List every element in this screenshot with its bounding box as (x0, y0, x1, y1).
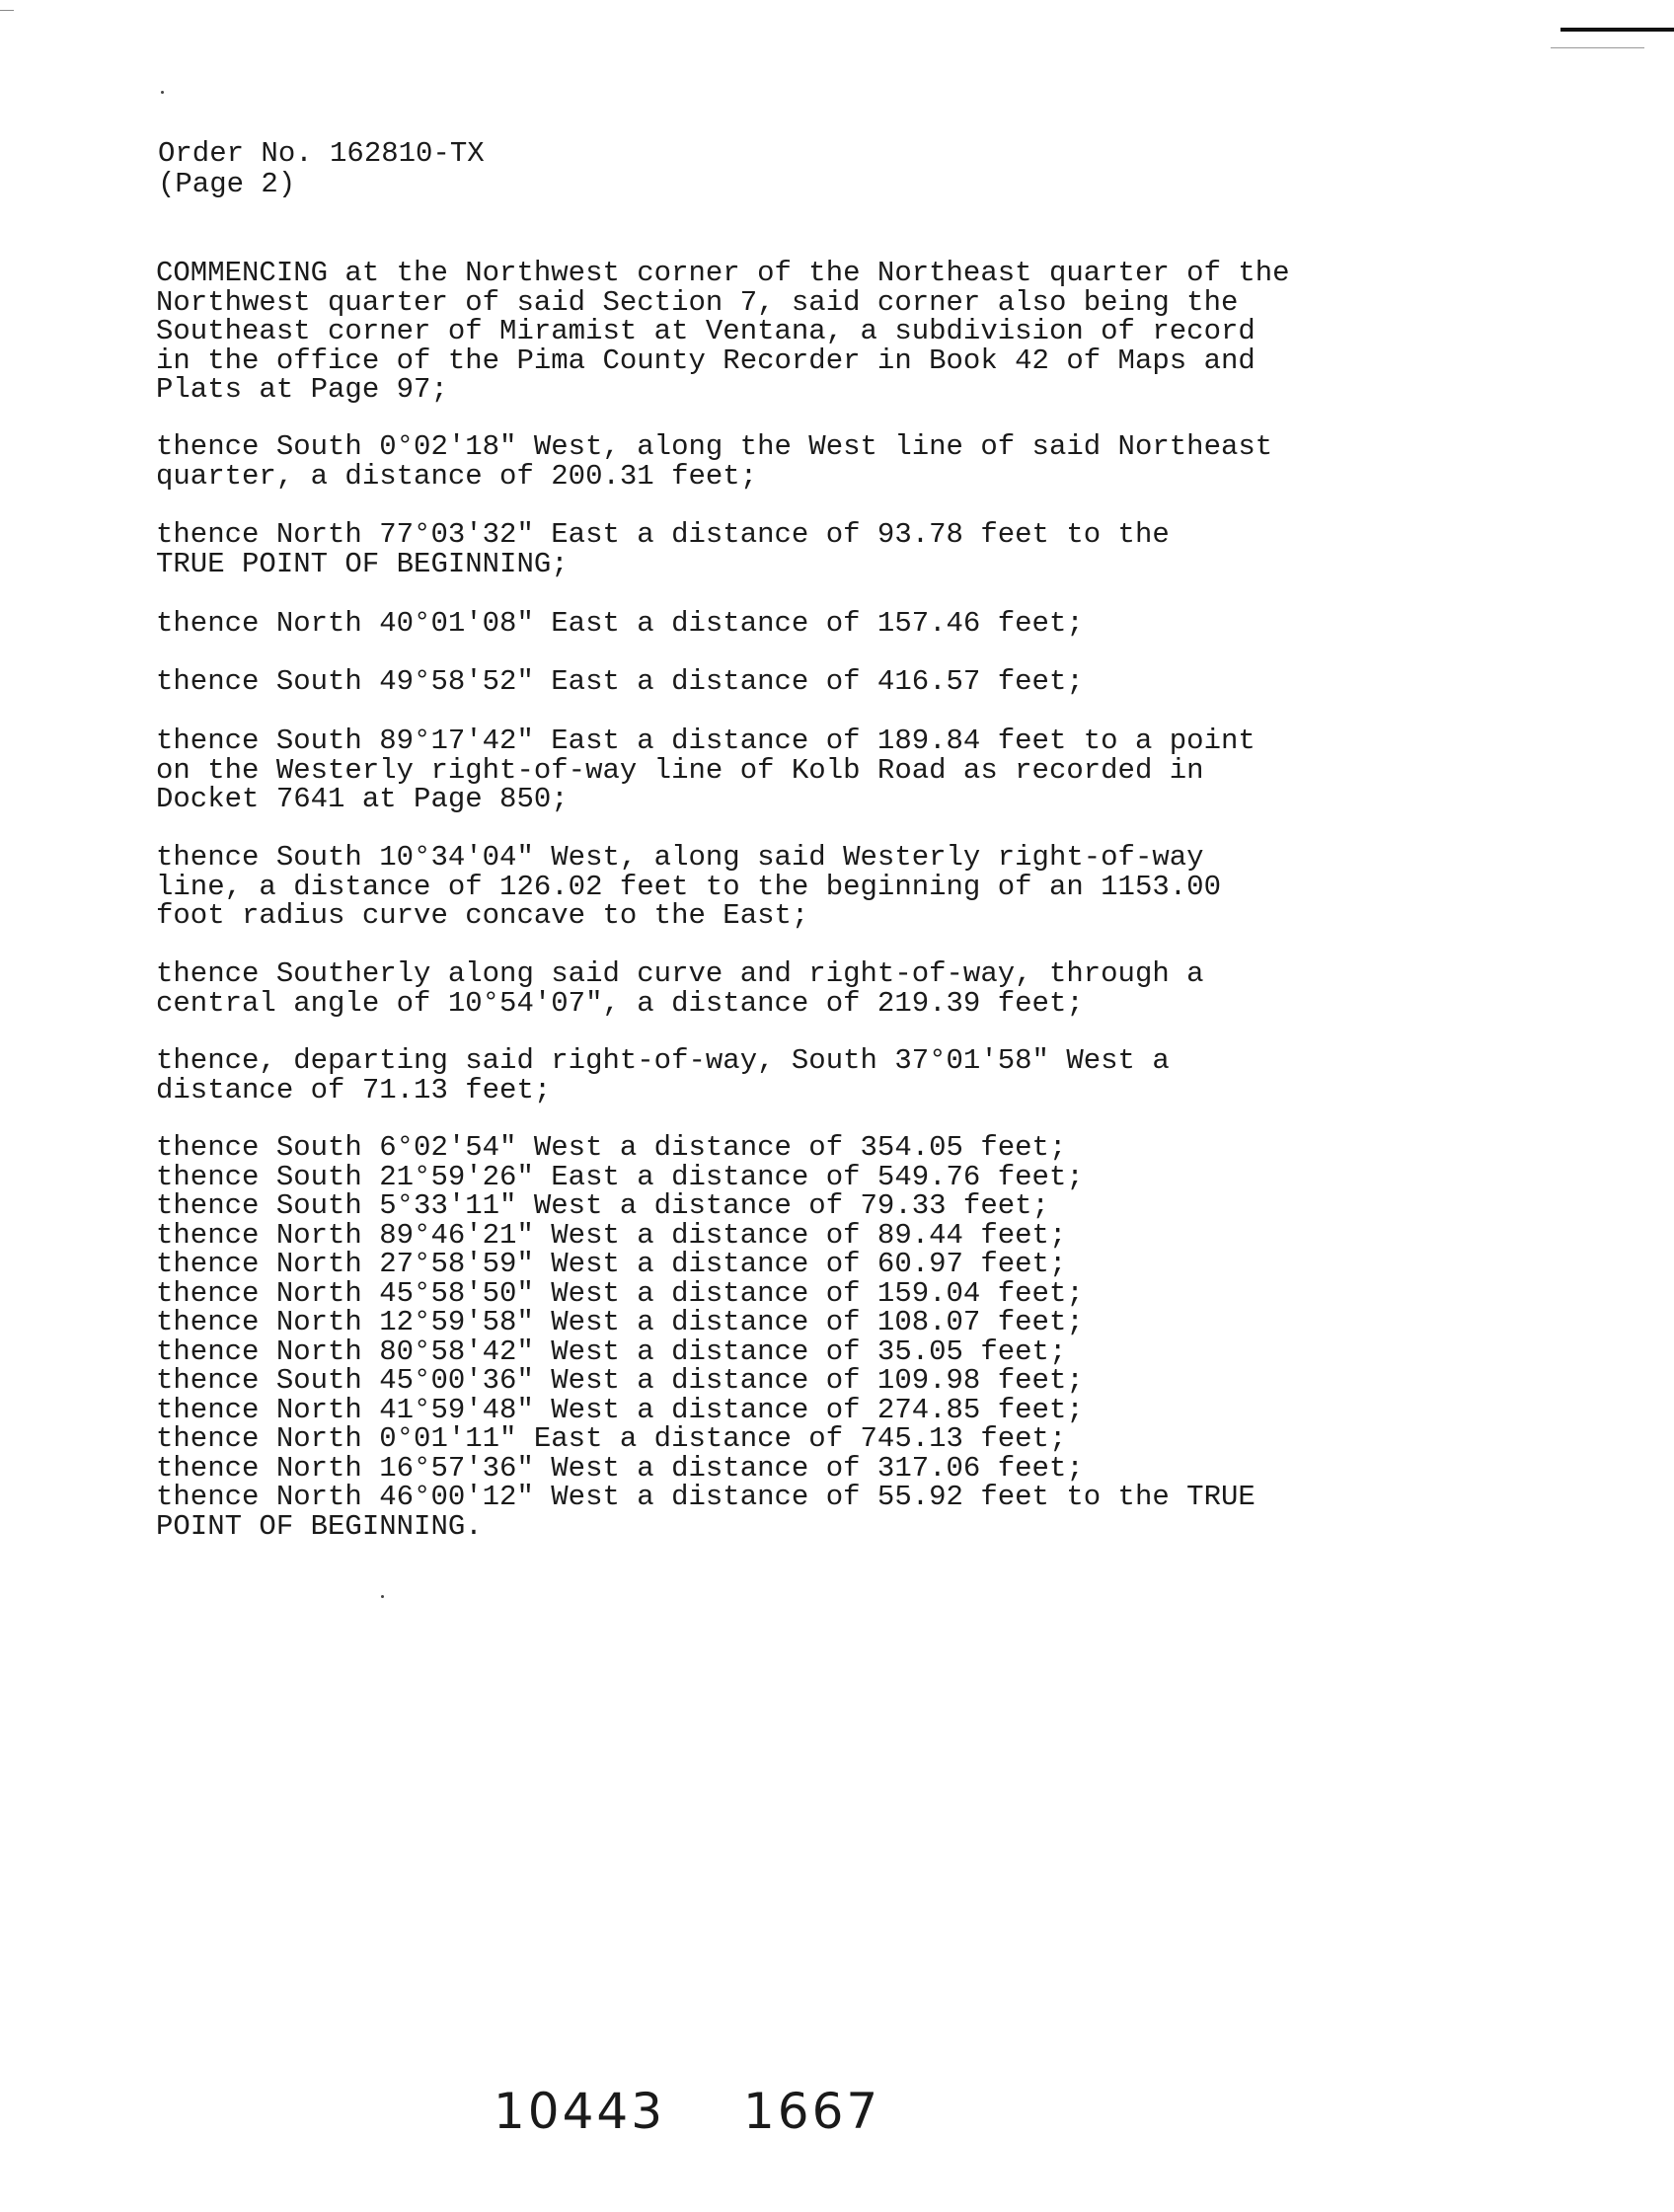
paragraph-line: thence North 80°58'42" West a distance of 35.05 feet; (156, 1335, 1067, 1368)
book-number: 10443 (494, 2083, 666, 2140)
scan-edge-mark (1560, 28, 1674, 32)
paragraph (156, 1046, 1479, 1105)
paragraph-line: thence North 12°59'58" West a distance of 108.07 feet; (156, 1306, 1084, 1338)
paragraph-line: thence South 0°02'18" West, along the West line of said Northeast (156, 430, 1273, 463)
paragraph-line: thence South 21°59'26" East a distance of 549.76 feet; (156, 1160, 1084, 1193)
paragraph-line: distance of 71.13 feet; (156, 1073, 552, 1106)
paragraph (156, 1133, 1479, 1541)
paragraph-line: quarter, a distance of 200.31 feet; (156, 459, 758, 493)
paragraph-line: Docket 7641 at Page 850; (156, 783, 569, 815)
order-header (158, 138, 485, 199)
paragraph (156, 667, 1479, 697)
paragraph-line: in the office of the Pima County Recorder in Book 42 of Maps and (156, 343, 1256, 377)
paragraph-line: thence South 45°00'36" West a distance of 109.98 feet; (156, 1364, 1084, 1397)
paragraph-line: thence North 89°46'21" West a distance of 89.44 feet; (156, 1218, 1067, 1252)
paragraph-line: thence South 49°58'52" East a distance of 416.57 feet; (156, 665, 1084, 698)
paragraph (156, 843, 1479, 931)
paragraph-line: thence South 89°17'42" East a distance of 189.84 feet to a point (156, 725, 1256, 757)
page-indicator: (Page 2) (158, 168, 296, 200)
paragraph (156, 726, 1479, 814)
paragraph (156, 432, 1479, 491)
page-number: 1667 (742, 2083, 881, 2140)
paragraph (156, 259, 1479, 405)
scan-edge-mark-left (0, 10, 14, 11)
paragraph (156, 959, 1479, 1018)
paragraph-line: on the Westerly right-of-way line of Kolb Road as recorded in (156, 753, 1204, 787)
recording-reference (494, 2083, 940, 2140)
scan-speck (381, 1595, 384, 1598)
paragraph-line: thence North 40°01'08" East a distance of 157.46 feet; (156, 607, 1084, 640)
paragraph-line: Plats at Page 97; (156, 373, 448, 406)
paragraph-line: thence South 10°34'04" West, along said Westerly right-of-way (156, 841, 1204, 874)
order-number: Order No. 162810-TX (158, 137, 485, 170)
scan-speck (161, 91, 164, 94)
paragraph-line: TRUE POINT OF BEGINNING; (156, 547, 569, 580)
paragraph-line: thence Southerly along said curve and right-of-way, through a (156, 957, 1204, 990)
paragraph-line: thence South 5°33'11" West a distance of 79.33 feet; (156, 1189, 1049, 1222)
paragraph-line: thence North 16°57'36" West a distance of 317.06 feet; (156, 1451, 1084, 1485)
paragraph (156, 609, 1479, 639)
paragraph-line: COMMENCING at the Northwest corner of the Northeast quarter of the (156, 257, 1290, 289)
paragraph-line: foot radius curve concave to the East; (156, 899, 809, 932)
paragraph-line: Southeast corner of Miramist at Ventana, a subdivision of record (156, 315, 1256, 347)
paragraph-line: thence North 41°59'48" West a distance of 274.85 feet; (156, 1393, 1084, 1426)
paragraph-line: POINT OF BEGINNING. (156, 1509, 483, 1543)
paragraph-line: thence North 77°03'32" East a distance of 93.78 feet to the (156, 518, 1170, 551)
paragraph-line: thence North 46°00'12" West a distance of 55.92 feet to the TRUE (156, 1481, 1256, 1513)
paragraph-line: thence North 45°58'50" West a distance of 159.04 feet; (156, 1276, 1084, 1310)
paragraph-line: line, a distance of 126.02 feet to the beginning of an 1153.00 (156, 870, 1221, 903)
paragraph-line: central angle of 10°54'07", a distance of 219.39 feet; (156, 986, 1084, 1020)
paragraph-line: thence South 6°02'54" West a distance of 354.05 feet; (156, 1131, 1067, 1164)
paragraph-line: thence, departing said right-of-way, South 37°01'58" West a (156, 1044, 1170, 1077)
paragraph-line: Northwest quarter of said Section 7, said corner also being the (156, 285, 1239, 319)
paragraph-line: thence North 27°58'59" West a distance of 60.97 feet; (156, 1248, 1067, 1280)
paragraph (156, 520, 1479, 578)
paragraph-line: thence North 0°01'11" East a distance of 745.13 feet; (156, 1422, 1067, 1455)
scan-edge-mark-faint (1551, 47, 1644, 48)
